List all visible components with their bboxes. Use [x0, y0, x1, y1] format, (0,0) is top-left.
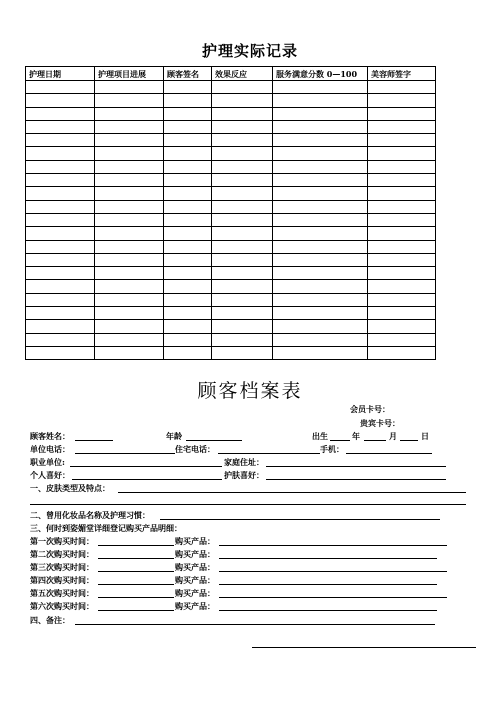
table-cell[interactable]: [273, 253, 368, 266]
table-body: [26, 81, 436, 360]
record-title: 护理实际记录: [201, 42, 298, 60]
skin-pref-label: 护肤喜好：: [224, 470, 264, 480]
table-cell[interactable]: [26, 81, 95, 94]
table-cell[interactable]: [26, 267, 95, 280]
employer-label: 职业单位:: [30, 457, 65, 467]
table-cell[interactable]: [26, 320, 95, 333]
table-cell[interactable]: [368, 147, 436, 160]
table-cell[interactable]: [273, 107, 368, 120]
table-cell[interactable]: [95, 147, 164, 160]
table-cell[interactable]: [95, 213, 164, 226]
table-cell[interactable]: [95, 346, 164, 359]
table-cell[interactable]: [273, 267, 368, 280]
home-phone-label: 住宅电话：: [175, 444, 215, 454]
skin-type-field-line2[interactable]: [30, 504, 466, 505]
purchase-product-label: 购买产品：: [175, 549, 215, 559]
table-cell[interactable]: [26, 346, 95, 359]
hobby-label: 个人喜好：: [30, 470, 70, 480]
table-row: [26, 240, 436, 253]
birth-year-field[interactable]: [330, 440, 350, 441]
table-row: [26, 94, 436, 107]
table-row: [26, 174, 436, 187]
address-label: 家庭住址：: [224, 457, 264, 467]
table-cell[interactable]: [273, 320, 368, 333]
table-cell[interactable]: [368, 293, 436, 306]
member-card-label: 会员卡号：: [350, 404, 390, 414]
work-phone-field[interactable]: [75, 453, 175, 454]
table-row: [26, 307, 436, 320]
cosmetics-label: 二、曾用化妆品名称及护理习惯：: [30, 510, 150, 520]
care-record-table: [25, 66, 436, 360]
table-cell[interactable]: [368, 200, 436, 213]
purchase-time-label: 第三次购买时间：: [30, 562, 94, 572]
table-row: [26, 120, 436, 133]
table-cell[interactable]: [212, 293, 273, 306]
table-cell[interactable]: [212, 333, 273, 346]
table-cell[interactable]: [164, 213, 212, 226]
table-row: [26, 333, 436, 346]
signature-line[interactable]: [252, 647, 476, 648]
table-cell[interactable]: [26, 307, 95, 320]
table-cell[interactable]: [95, 280, 164, 293]
table-cell[interactable]: [26, 107, 95, 120]
purchase-product-label: 购买产品：: [175, 575, 215, 585]
col-header-progress: 护理项目进展: [95, 67, 164, 81]
table-cell[interactable]: [212, 200, 273, 213]
table-cell[interactable]: [368, 253, 436, 266]
table-cell[interactable]: [164, 134, 212, 147]
purchase-time-field[interactable]: [98, 558, 174, 559]
table-cell[interactable]: [95, 293, 164, 306]
table-cell[interactable]: [273, 134, 368, 147]
age-field[interactable]: [186, 440, 242, 441]
table-cell[interactable]: [368, 94, 436, 107]
purchase-product-label: 购买产品：: [175, 601, 215, 611]
table-cell[interactable]: [273, 307, 368, 320]
table-cell[interactable]: [273, 333, 368, 346]
table-cell[interactable]: [26, 134, 95, 147]
table-cell[interactable]: [95, 267, 164, 280]
col-header-beautician-signature: 美容师签字: [368, 67, 436, 81]
table-cell[interactable]: [273, 346, 368, 359]
table-row: [26, 81, 436, 94]
table-cell[interactable]: [164, 267, 212, 280]
table-cell[interactable]: [368, 174, 436, 187]
table-cell[interactable]: [95, 81, 164, 94]
table-cell[interactable]: [212, 267, 273, 280]
table-cell[interactable]: [164, 346, 212, 359]
table-cell[interactable]: [26, 213, 95, 226]
table-cell[interactable]: [368, 227, 436, 240]
purchase-product-label: 购买产品：: [175, 562, 215, 572]
table-cell[interactable]: [26, 147, 95, 160]
table-cell[interactable]: [164, 200, 212, 213]
table-cell[interactable]: [164, 280, 212, 293]
purchase-product-field[interactable]: [219, 545, 447, 546]
table-cell[interactable]: [212, 213, 273, 226]
table-row: [26, 213, 436, 226]
purchase-time-label: 第五次购买时间：: [30, 588, 94, 598]
table-cell[interactable]: [273, 240, 368, 253]
cosmetics-field[interactable]: [160, 519, 440, 520]
table-cell[interactable]: [95, 120, 164, 133]
table-cell[interactable]: [26, 200, 95, 213]
table-cell[interactable]: [368, 333, 436, 346]
table-cell[interactable]: [95, 307, 164, 320]
notes-label: 四、备注：: [30, 615, 70, 625]
table-cell[interactable]: [164, 160, 212, 173]
table-row: [26, 253, 436, 266]
birth-day-field[interactable]: [400, 440, 418, 441]
table-row: [26, 280, 436, 293]
day-label: 日: [421, 431, 429, 441]
table-cell[interactable]: [368, 160, 436, 173]
table-cell[interactable]: [212, 320, 273, 333]
skin-type-label: 一、皮肤类型及特点：: [30, 483, 110, 493]
table-row: [26, 346, 436, 359]
table-cell[interactable]: [212, 81, 273, 94]
table-cell[interactable]: [164, 107, 212, 120]
table-cell[interactable]: [212, 107, 273, 120]
table-cell[interactable]: [26, 160, 95, 173]
table-cell[interactable]: [164, 240, 212, 253]
month-label: 月: [389, 431, 397, 441]
table-cell[interactable]: [164, 253, 212, 266]
purchase-time-label: 第六次购买时间：: [30, 601, 94, 611]
table-cell[interactable]: [26, 333, 95, 346]
home-phone-field[interactable]: [218, 453, 320, 454]
table-header-row: [26, 67, 436, 81]
col-header-customer-signature: 顾客签名: [164, 67, 212, 81]
table-cell[interactable]: [164, 94, 212, 107]
table-cell[interactable]: [95, 253, 164, 266]
col-header-date: 护理日期: [26, 67, 95, 81]
table-cell[interactable]: [212, 147, 273, 160]
table-row: [26, 267, 436, 280]
table-cell[interactable]: [164, 293, 212, 306]
table-cell[interactable]: [273, 187, 368, 200]
employer-field[interactable]: [70, 466, 222, 467]
table-row: [26, 147, 436, 160]
table-cell[interactable]: [273, 227, 368, 240]
table-cell[interactable]: [368, 267, 436, 280]
table-cell[interactable]: [26, 240, 95, 253]
year-label: 年: [352, 431, 360, 441]
purchase-product-field[interactable]: [219, 584, 437, 585]
table-cell[interactable]: [273, 147, 368, 160]
table-cell[interactable]: [368, 134, 436, 147]
table-cell[interactable]: [273, 280, 368, 293]
table-cell[interactable]: [26, 94, 95, 107]
hobby-field[interactable]: [72, 479, 222, 480]
table-cell[interactable]: [368, 81, 436, 94]
purchase-product-field[interactable]: [219, 558, 437, 559]
birth-month-field[interactable]: [364, 440, 386, 441]
table-cell[interactable]: [212, 174, 273, 187]
table-cell[interactable]: [95, 333, 164, 346]
table-row: [26, 227, 436, 240]
table-cell[interactable]: [212, 227, 273, 240]
table-cell[interactable]: [95, 200, 164, 213]
profile-title: 顾客档案表: [197, 380, 303, 402]
table-cell[interactable]: [164, 81, 212, 94]
purchase-product-field[interactable]: [219, 610, 437, 611]
table-cell[interactable]: [164, 187, 212, 200]
table-cell[interactable]: [273, 293, 368, 306]
purchase-time-field[interactable]: [98, 610, 174, 611]
table-cell[interactable]: [95, 320, 164, 333]
table-row: [26, 187, 436, 200]
table-cell[interactable]: [212, 187, 273, 200]
table-cell[interactable]: [164, 120, 212, 133]
table-cell[interactable]: [26, 187, 95, 200]
purchase-time-label: 第四次购买时间：: [30, 575, 94, 585]
table-cell[interactable]: [212, 307, 273, 320]
table-row: [26, 200, 436, 213]
mobile-label: 手机：: [320, 444, 344, 454]
table-cell[interactable]: [212, 240, 273, 253]
purchase-time-field[interactable]: [98, 584, 174, 585]
table-cell[interactable]: [95, 187, 164, 200]
vip-card-label: 贵宾卡号：: [360, 418, 400, 428]
table-cell[interactable]: [273, 160, 368, 173]
table-cell[interactable]: [368, 307, 436, 320]
table-cell[interactable]: [212, 280, 273, 293]
purchase-heading: 三、何时到姿媚堂详细登记购买产品明细：: [30, 523, 182, 533]
table-cell[interactable]: [164, 174, 212, 187]
table-row: [26, 320, 436, 333]
purchase-product-label: 购买产品：: [175, 588, 215, 598]
skin-type-field[interactable]: [118, 492, 466, 493]
table-cell[interactable]: [26, 174, 95, 187]
table-cell[interactable]: [273, 94, 368, 107]
table-cell[interactable]: [368, 213, 436, 226]
table-cell[interactable]: [273, 213, 368, 226]
table-cell[interactable]: [273, 81, 368, 94]
table-cell[interactable]: [368, 346, 436, 359]
table-row: [26, 134, 436, 147]
table-cell[interactable]: [212, 253, 273, 266]
table-cell[interactable]: [95, 94, 164, 107]
table-cell[interactable]: [368, 320, 436, 333]
purchase-product-field[interactable]: [219, 571, 447, 572]
skin-pref-field[interactable]: [266, 479, 446, 480]
table-row: [26, 160, 436, 173]
table-cell[interactable]: [95, 174, 164, 187]
name-field[interactable]: [75, 440, 113, 441]
mobile-field[interactable]: [346, 453, 432, 454]
table-cell[interactable]: [212, 346, 273, 359]
table-cell[interactable]: [95, 160, 164, 173]
table-cell[interactable]: [164, 333, 212, 346]
notes-field[interactable]: [75, 624, 435, 625]
table-cell[interactable]: [26, 227, 95, 240]
table-row: [26, 293, 436, 306]
table-cell[interactable]: [26, 253, 95, 266]
purchase-product-label: 购买产品：: [175, 536, 215, 546]
purchase-time-field[interactable]: [98, 571, 174, 572]
table-cell[interactable]: [164, 227, 212, 240]
table-cell[interactable]: [212, 134, 273, 147]
table-cell[interactable]: [368, 240, 436, 253]
work-phone-label: 单位电话：: [30, 444, 70, 454]
table-cell[interactable]: [95, 227, 164, 240]
purchase-time-field[interactable]: [98, 597, 174, 598]
table-cell[interactable]: [368, 280, 436, 293]
table-cell[interactable]: [273, 200, 368, 213]
table-cell[interactable]: [164, 320, 212, 333]
col-header-effect: 效果反应: [212, 67, 273, 81]
purchase-time-label: 第二次购买时间：: [30, 549, 94, 559]
address-field[interactable]: [266, 466, 446, 467]
table-row: [26, 107, 436, 120]
table-cell[interactable]: [26, 293, 95, 306]
table-cell[interactable]: [368, 120, 436, 133]
table-cell[interactable]: [273, 174, 368, 187]
age-label: 年龄: [166, 431, 182, 441]
purchase-time-label: 第一次购买时间：: [30, 536, 94, 546]
name-label: 顾客姓名：: [30, 431, 70, 441]
table-cell[interactable]: [95, 240, 164, 253]
table-cell[interactable]: [26, 120, 95, 133]
table-cell[interactable]: [212, 94, 273, 107]
purchase-product-field[interactable]: [219, 597, 447, 598]
table-cell[interactable]: [95, 134, 164, 147]
table-cell[interactable]: [164, 147, 212, 160]
table-cell[interactable]: [212, 160, 273, 173]
table-cell[interactable]: [164, 307, 212, 320]
table-cell[interactable]: [273, 120, 368, 133]
table-cell[interactable]: [368, 187, 436, 200]
purchase-time-field[interactable]: [98, 545, 174, 546]
table-cell[interactable]: [368, 107, 436, 120]
table-cell[interactable]: [95, 107, 164, 120]
col-header-satisfaction: 服务满意分数 0—100: [273, 67, 368, 81]
birth-label: 出生: [312, 431, 328, 441]
table-cell[interactable]: [26, 280, 95, 293]
table-cell[interactable]: [212, 120, 273, 133]
